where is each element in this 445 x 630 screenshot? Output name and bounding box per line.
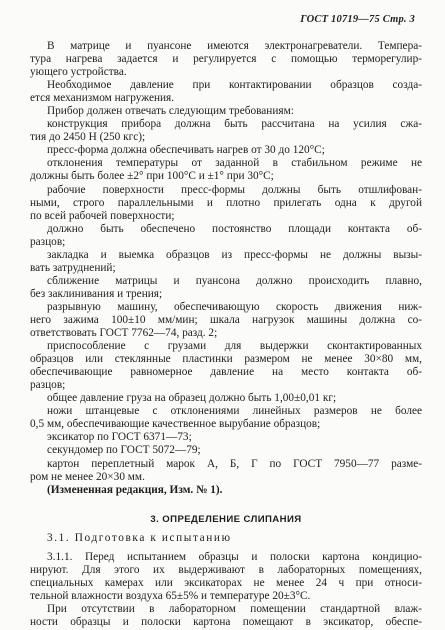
text-line: пресс-форма должна обеспечивать нагрев от 30 до 120°С; (47, 144, 325, 157)
text-line: по всей рабочей поверхности; (30, 209, 175, 222)
text-line: тура нагрева задается и регулируется с помощью терморегулир- (30, 53, 422, 66)
text-line: общее давление груза на образец должно быть 1,00±0,01 кг; (47, 392, 337, 405)
text-line: ными, строго параллельными и плотно прилегать одна к другой (30, 196, 422, 209)
page-header: ГОСТ 10719—75 Стр. 3 (300, 14, 415, 25)
paragraph (30, 40, 422, 79)
subsection-heading: 3.1. Подготовка к испытанию (47, 531, 232, 544)
text-line: 0,5 мм, обеспечивающие качественное вырубание образцов; (30, 418, 321, 431)
requirement-item (30, 223, 422, 249)
text-line: тия до 2450 Н (250 кгс); (30, 131, 146, 144)
text-line: сближение матрицы и пуансона должно происходить плавно, (47, 274, 422, 287)
paragraph (30, 105, 422, 118)
text-line: При отсутствии в лабораторном помещении стандартной влаж- (47, 602, 422, 615)
text-line: разрывную машину, обеспечивающую скорость движения ниж- (47, 300, 422, 313)
equipment-item (30, 444, 422, 457)
spacer (30, 497, 422, 513)
text-line: разцов; (30, 235, 66, 248)
requirement-item (30, 118, 422, 144)
text-line: ножи штанцевые с отклонениями линейных размеров не более (47, 405, 422, 418)
equipment-item (30, 392, 422, 405)
requirement-item (30, 144, 422, 157)
requirement-item (30, 249, 422, 275)
text-line: рабочие поверхности пресс-формы должны быть отшлифован- (47, 183, 422, 196)
text-line: обеспечивающие равномерное давление на место контакта об- (30, 366, 422, 379)
text-line: должны быть более ±2° при 100°С и ±1° при 30°С; (30, 170, 274, 183)
text-line: тельной влажности воздуха 65±5% и температуре 20±3°С. (30, 589, 311, 602)
text-line: разцов; (30, 379, 66, 392)
equipment-item (30, 431, 422, 444)
text-line: без заклинивания и трения; (30, 287, 163, 300)
text-line: картон переплетный марок А, Б, Г по ГОСТ 7950—77 разме- (47, 457, 422, 470)
text-line: секундомер по ГОСТ 5072—79; (47, 444, 201, 457)
text-line: ром не менее 20×30 мм. (30, 470, 145, 483)
text-line: Необходимое давление при контактировании образцов созда- (47, 79, 422, 92)
text-line: закладка и выемка образцов из пресс-формы не должны вызы- (47, 248, 422, 261)
text-line: ется механизмом нагружения. (30, 92, 175, 105)
text-line: должно быть обеспечено постоянство площади контакта об- (47, 222, 422, 235)
text-line: ующего устройства. (30, 66, 127, 79)
text-line: В матрице и пуансоне имеются электронагреватели. Темпера- (47, 40, 422, 52)
requirement-item (30, 157, 422, 183)
text-line: конструкция прибора должна быть рассчитана на усилия сжа- (47, 118, 422, 131)
requirement-item (30, 275, 422, 301)
text-line: ответствовать ГОСТ 7762—74, разд. 2; (30, 327, 218, 340)
text-line: эксикатор по ГОСТ 6371—73; (47, 431, 192, 444)
text-line: вать затруднений; (30, 261, 116, 274)
text-line: нируют. Для этого их выдерживают в лабораторных помещениях, (30, 563, 422, 576)
text-line: образцов или стеклянные пластинки размером не менее 30×80 мм, (30, 353, 422, 366)
text-line: отклонения температуры от заданной в стабильном режиме не (47, 157, 422, 170)
amendment-note: (Измененная редакция, Изм. № 1). (47, 483, 223, 496)
equipment-item (30, 340, 422, 392)
paragraph (30, 603, 422, 629)
text-line: ности образцы и полоски картона помещают в эксикатор, обеспе- (30, 615, 422, 628)
equipment-item (30, 405, 422, 431)
equipment-item (30, 301, 422, 340)
text-line: него зажима 100±10 мм/мин; шкала нагрузок машины должна со- (30, 313, 422, 326)
text-line: специальных камерах или эксикаторах не менее 24 ч при относи- (30, 576, 422, 589)
text-line: приспособление с грузами для выдержки сконтактированных (47, 340, 422, 353)
paragraph (30, 551, 422, 603)
paragraph (30, 79, 422, 105)
text-line: Прибор должен отвечать следующим требованиям: (47, 105, 294, 118)
document-body (30, 40, 422, 629)
section-heading: 3. ОПРЕДЕЛЕНИЕ СЛИПАНИЯ (150, 513, 302, 525)
text-line: 3.1.1. Перед испытанием образцы и полоски картона кондицио- (47, 550, 422, 563)
equipment-item (30, 458, 422, 484)
requirement-item (30, 184, 422, 223)
